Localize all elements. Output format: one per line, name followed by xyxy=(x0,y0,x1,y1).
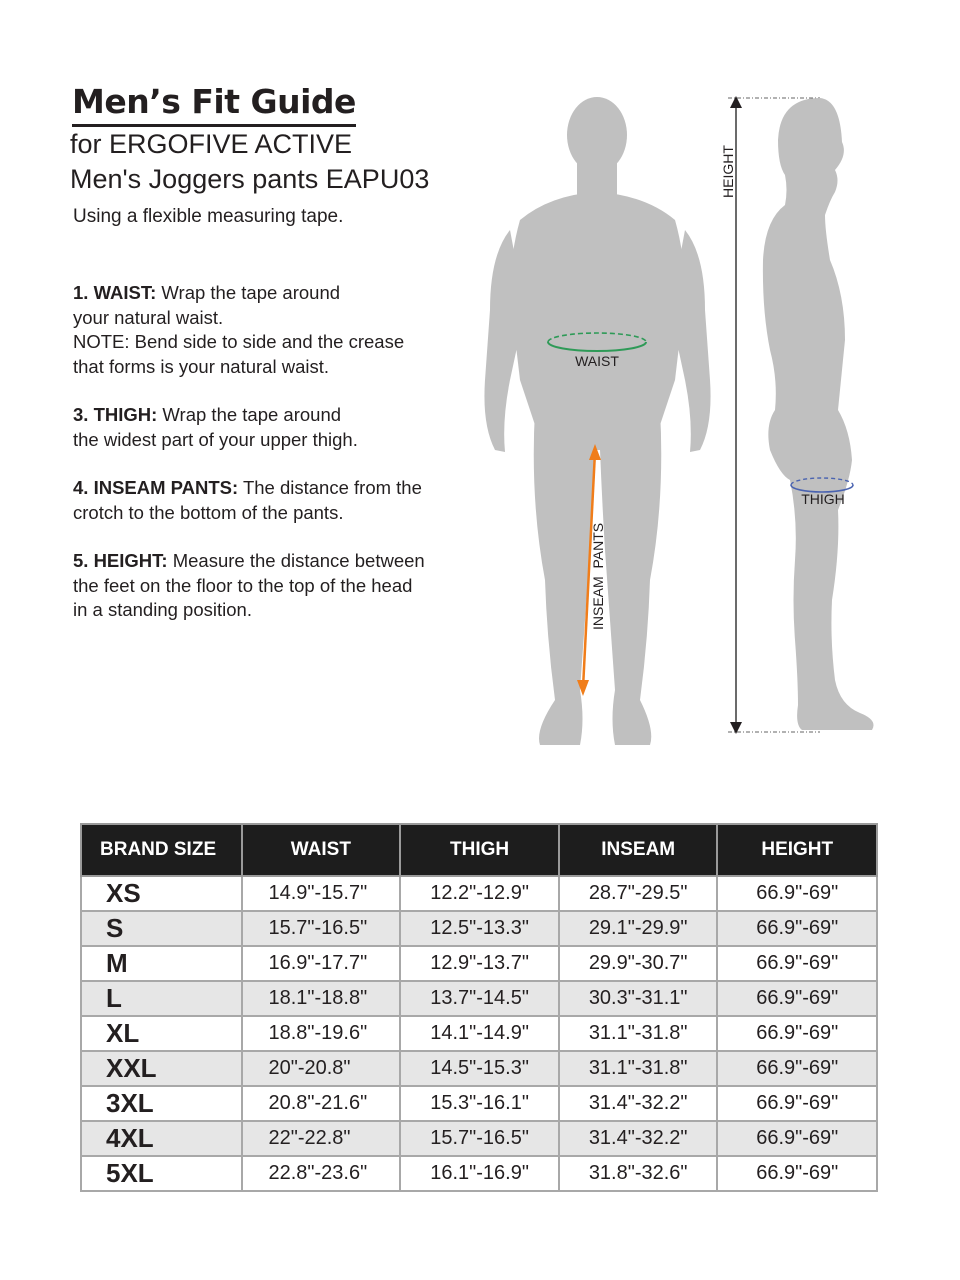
table-row xyxy=(81,876,877,911)
instruction-waist xyxy=(73,281,473,379)
column-header-brand-size: BRAND SIZE xyxy=(81,824,242,876)
table-row xyxy=(81,981,877,1016)
size-cell: M xyxy=(81,946,242,981)
waist-cell: 22"-22.8" xyxy=(242,1121,401,1156)
instruction-label: 1. WAIST: xyxy=(73,282,157,303)
size-cell: L xyxy=(81,981,242,1016)
height-cell: 66.9"-69" xyxy=(717,1086,877,1121)
table-row xyxy=(81,1121,877,1156)
table-row xyxy=(81,1156,877,1191)
height-cell: 66.9"-69" xyxy=(717,1051,877,1086)
thigh-figure-label: THIGH xyxy=(801,491,845,507)
thigh-cell: 16.1"-16.9" xyxy=(400,1156,559,1191)
subtitle-product: Men's Joggers pants EAPU03 xyxy=(70,164,430,194)
column-header-height: HEIGHT xyxy=(717,824,877,876)
size-cell: 3XL xyxy=(81,1086,242,1121)
height-cell: 66.9"-69" xyxy=(717,876,877,911)
table-row xyxy=(81,1086,877,1121)
size-cell: XXL xyxy=(81,1051,242,1086)
waist-cell: 18.1"-18.8" xyxy=(242,981,401,1016)
column-header-waist: WAIST xyxy=(242,824,401,876)
instruction-text: Wrap the tape around xyxy=(157,404,342,425)
inseam-cell: 31.1"-31.8" xyxy=(559,1051,718,1086)
inseam-cell: 31.1"-31.8" xyxy=(559,1016,718,1051)
waist-cell: 20.8"-21.6" xyxy=(242,1086,401,1121)
instruction-text: Measure the distance between xyxy=(167,550,425,571)
thigh-cell: 15.7"-16.5" xyxy=(400,1121,559,1156)
instruction-text: your natural waist. xyxy=(73,306,224,328)
waist-cell: 14.9"-15.7" xyxy=(242,876,401,911)
instruction-label: 5. HEIGHT: xyxy=(73,550,168,571)
table-row xyxy=(81,946,877,981)
instruction-height xyxy=(73,549,473,623)
thigh-cell: 15.3"-16.1" xyxy=(400,1086,559,1121)
instruction-text: the feet on the floor to the top of the head xyxy=(73,574,413,596)
thigh-cell: 12.5"-13.3" xyxy=(400,911,559,946)
size-chart-table xyxy=(80,823,878,1192)
instruction-text: the widest part of your upper thigh. xyxy=(73,428,358,450)
inseam-figure-label: INSEAM PANTS xyxy=(590,522,606,630)
waist-cell: 22.8"-23.6" xyxy=(242,1156,401,1191)
inseam-cell: 28.7"-29.5" xyxy=(559,876,718,911)
thigh-cell: 14.5"-15.3" xyxy=(400,1051,559,1086)
waist-cell: 18.8"-19.6" xyxy=(242,1016,401,1051)
instruction-thigh xyxy=(73,403,473,452)
column-header-inseam: INSEAM xyxy=(559,824,718,876)
size-cell: XS xyxy=(81,876,242,911)
measurement-instructions xyxy=(73,281,473,647)
body-measurement-figure xyxy=(480,80,900,760)
column-header-thigh: THIGH xyxy=(400,824,559,876)
height-cell: 66.9"-69" xyxy=(717,1016,877,1051)
instruction-text: The distance from the xyxy=(238,477,422,498)
instruction-label: 4. INSEAM PANTS: xyxy=(73,477,239,498)
inseam-cell: 30.3"-31.1" xyxy=(559,981,718,1016)
instruction-note: NOTE: Bend side to side and the crease xyxy=(73,331,405,352)
inseam-cell: 31.8"-32.6" xyxy=(559,1156,718,1191)
waist-cell: 16.9"-17.7" xyxy=(242,946,401,981)
front-body-silhouette-icon xyxy=(484,97,710,745)
intro-text: Using a flexible measuring tape. xyxy=(73,206,344,227)
inseam-cell: 29.1"-29.9" xyxy=(559,911,718,946)
inseam-cell: 31.4"-32.2" xyxy=(559,1121,718,1156)
inseam-cell: 31.4"-32.2" xyxy=(559,1086,718,1121)
waist-cell: 20"-20.8" xyxy=(242,1051,401,1086)
size-cell: 4XL xyxy=(81,1121,242,1156)
size-cell: XL xyxy=(81,1016,242,1051)
size-cell: 5XL xyxy=(81,1156,242,1191)
waist-figure-label: WAIST xyxy=(575,353,619,369)
table-row xyxy=(81,911,877,946)
thigh-cell: 12.2"-12.9" xyxy=(400,876,559,911)
page-title: Men’s Fit Guide xyxy=(72,80,356,127)
instruction-note: that forms is your natural waist. xyxy=(73,355,330,377)
size-cell: S xyxy=(81,911,242,946)
instruction-label: 3. THIGH: xyxy=(73,404,158,425)
thigh-cell: 14.1"-14.9" xyxy=(400,1016,559,1051)
subtitle-brand: for ERGOFIVE ACTIVE xyxy=(70,129,353,159)
instruction-text: in a standing position. xyxy=(73,599,252,620)
product-subtitle xyxy=(70,127,429,197)
table-row xyxy=(81,1016,877,1051)
height-cell: 66.9"-69" xyxy=(717,911,877,946)
instruction-text: Wrap the tape around xyxy=(156,282,341,303)
waist-cell: 15.7"-16.5" xyxy=(242,911,401,946)
height-cell: 66.9"-69" xyxy=(717,1156,877,1191)
thigh-cell: 13.7"-14.5" xyxy=(400,981,559,1016)
side-body-silhouette-icon xyxy=(763,98,874,730)
instruction-text: crotch to the bottom of the pants. xyxy=(73,501,344,523)
height-cell: 66.9"-69" xyxy=(717,981,877,1016)
thigh-cell: 12.9"-13.7" xyxy=(400,946,559,981)
table-header-row xyxy=(81,824,877,876)
height-figure-label: HEIGHT xyxy=(720,145,736,198)
instruction-inseam xyxy=(73,476,473,525)
height-cell: 66.9"-69" xyxy=(717,946,877,981)
inseam-cell: 29.9"-30.7" xyxy=(559,946,718,981)
height-cell: 66.9"-69" xyxy=(717,1121,877,1156)
table-row xyxy=(81,1051,877,1086)
